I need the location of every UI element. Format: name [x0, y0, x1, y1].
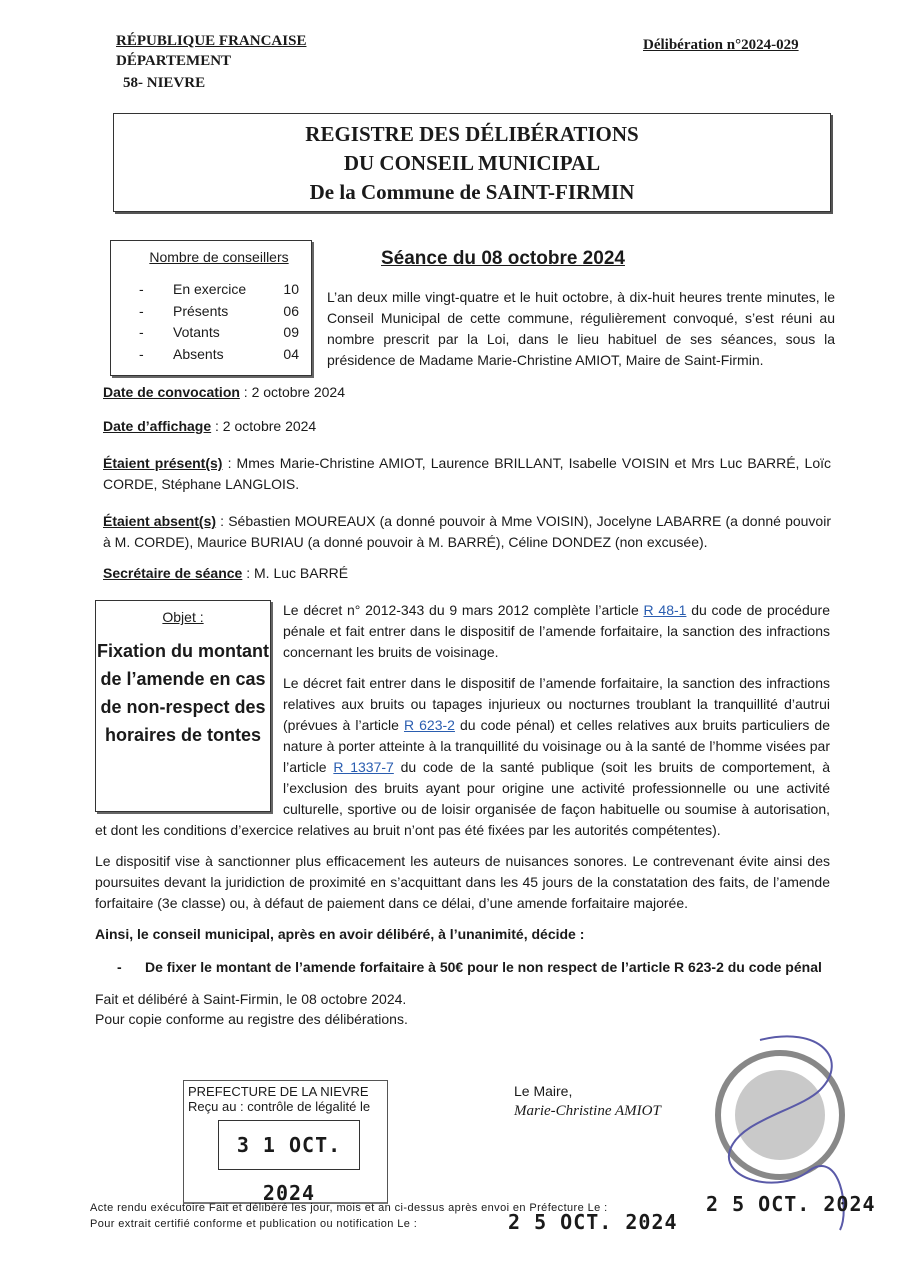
count-row: - Absents 04: [139, 345, 299, 362]
mayor-role: Le Maire,: [514, 1083, 573, 1099]
count-row: - En exercice 10: [139, 281, 299, 297]
department-label: DÉPARTEMENT: [116, 53, 232, 69]
footer-extrait: Pour extrait certifié conforme et publication ou notification Le :: [90, 1218, 418, 1230]
presents-list: Étaient présent(s) : Mmes Marie-Christine AMIOT, Laurence BRILLANT, Isabelle VOISIN et Mrs Luc BARRÉ, Loïc CORDE, Stéphane LANGLOIS.: [103, 455, 832, 492]
paragraph-dispositif: Le décret fait entrer dans le dispositif de l’amende forfaitaire, la sanction des infractions relatives aux bruits ou tapages injurieux ou nocturnes troublant la tranquillité d’autrui (prévues à l’article R 623-2 du code pénal) et celles relatives aux bruits particuliers de nature à porter atteinte à la tranquillité du voisinage ou à la santé de l’homme visées par l’article R 1337-7 du code de la santé publique (soit les bruits de comportement, à l’exclusion des bruits ayant pour origine une activité professionnelle ou une activité culturelle, sportive ou de loisir organisée de façon habituelle ou soumise à autorisation, et dont les conditions d’exercice relatives au bruit n’ont pas été fixées par les autorités compétentes).: [95, 675, 830, 838]
department-name: 58- NIEVRE: [123, 75, 206, 91]
stamp-title: PREFECTURE DE LA NIEVRE: [188, 1084, 369, 1099]
objet-text: Fixation du montant de l’amende en cas de non-respect des horaires de tontes: [97, 641, 269, 745]
seance-title: Séance du 08 octobre 2024: [381, 248, 625, 269]
stamp-subtitle: Reçu au : contrôle de légalité le: [188, 1099, 371, 1114]
fait-text: Fait et délibéré à Saint-Firmin, le 08 octobre 2024.: [95, 991, 407, 1007]
councillor-count-box: [110, 240, 312, 376]
republic-label: RÉPUBLIQUE FRANCAISE: [116, 33, 307, 49]
register-title: [113, 113, 831, 212]
seance-text: L’an deux mille vingt-quatre et le huit octobre, à dix-huit heures trente minutes, le Conseil Municipal de cette commune, régulièrement convoqué, s’est réuni au nombre prescrit par la Loi, dans le lieu habituel de ses séances, sous la présidence de Madame Marie-Christine AMIOT, Maire de Saint-Firmin.: [327, 289, 835, 368]
mayor-name: Marie-Christine AMIOT: [514, 1103, 661, 1119]
copie-text: Pour copie conforme au registre des délibérations.: [95, 1011, 408, 1027]
link-r1337-7[interactable]: R 1337-7: [333, 759, 394, 775]
count-heading: Nombre de conseillers: [149, 249, 289, 265]
prefecture-stamp: [183, 1080, 388, 1204]
stamp-date: 3 1 OCT. 2024: [218, 1120, 360, 1170]
link-r48-1[interactable]: R 48-1: [643, 602, 687, 618]
count-row: - Votants 09: [139, 324, 299, 340]
body-section: [95, 600, 830, 1029]
paragraph-sanction: Le dispositif vise à sanctionner plus efficacement les auteurs de nuisances sonores. Le contrevenant évite ainsi des poursuites devant la juridiction de proximité en s’acquittant dans les 45 jours de la constatation des faits, de l’amende forfaitaire (3e classe) ou, à défaut de paiement dans ce délai, d’une amende forfaitaire majorée.: [95, 853, 830, 911]
title-line-1: REGISTRE DES DÉLIBÉRATIONS: [305, 122, 639, 146]
objet-heading: Objet :: [162, 609, 204, 625]
convocation-date: Date de convocation : 2 octobre 2024: [103, 384, 345, 400]
publication-date-stamp: 2 5 OCT. 2024: [508, 1210, 678, 1234]
count-row: - Présents 06: [139, 302, 299, 319]
paragraph-decret: Le décret n° 2012-343 du 9 mars 2012 complète l’article R 48-1 du code de procédure pénale et fait entrer dans le dispositif de l’amende forfaitaire, la sanction des infractions concernant les bruits de voisinage.: [283, 602, 830, 660]
footer-executoire: Acte rendu exécutoire Fait et délibéré les jour, mois et an ci-dessus après envoi en Préfecture Le :: [90, 1202, 608, 1214]
title-line-3: De la Commune de SAINT-FIRMIN: [309, 180, 635, 204]
deliberation-number: Délibération n°2024-029: [643, 37, 799, 53]
decision-item: - De fixer le montant de l’amende forfaitaire à 50€ pour le non respect de l’article R 623-2 du code pénal: [117, 959, 822, 975]
decision-intro: Ainsi, le conseil municipal, après en avoir délibéré, à l’unanimité, décide :: [95, 926, 585, 942]
absents-list: Étaient absent(s) : Sébastien MOUREAUX (a donné pouvoir à Mme VOISIN), Jocelyne LABARRE (a donné pouvoir à M. CORDE), Maurice BURIAU (a donné pouvoir à M. BARRÉ), Céline DONDEZ (non excusée).: [103, 513, 831, 550]
objet-box: [95, 600, 271, 812]
secretary: Secrétaire de séance : M. Luc BARRÉ: [103, 565, 349, 581]
title-line-2: DU CONSEIL MUNICIPAL: [343, 151, 601, 175]
affichage-date: Date d’affichage : 2 octobre 2024: [103, 418, 317, 434]
executoire-date-stamp: 2 5 OCT. 2024: [706, 1192, 876, 1216]
link-r623-2[interactable]: R 623-2: [403, 717, 455, 733]
